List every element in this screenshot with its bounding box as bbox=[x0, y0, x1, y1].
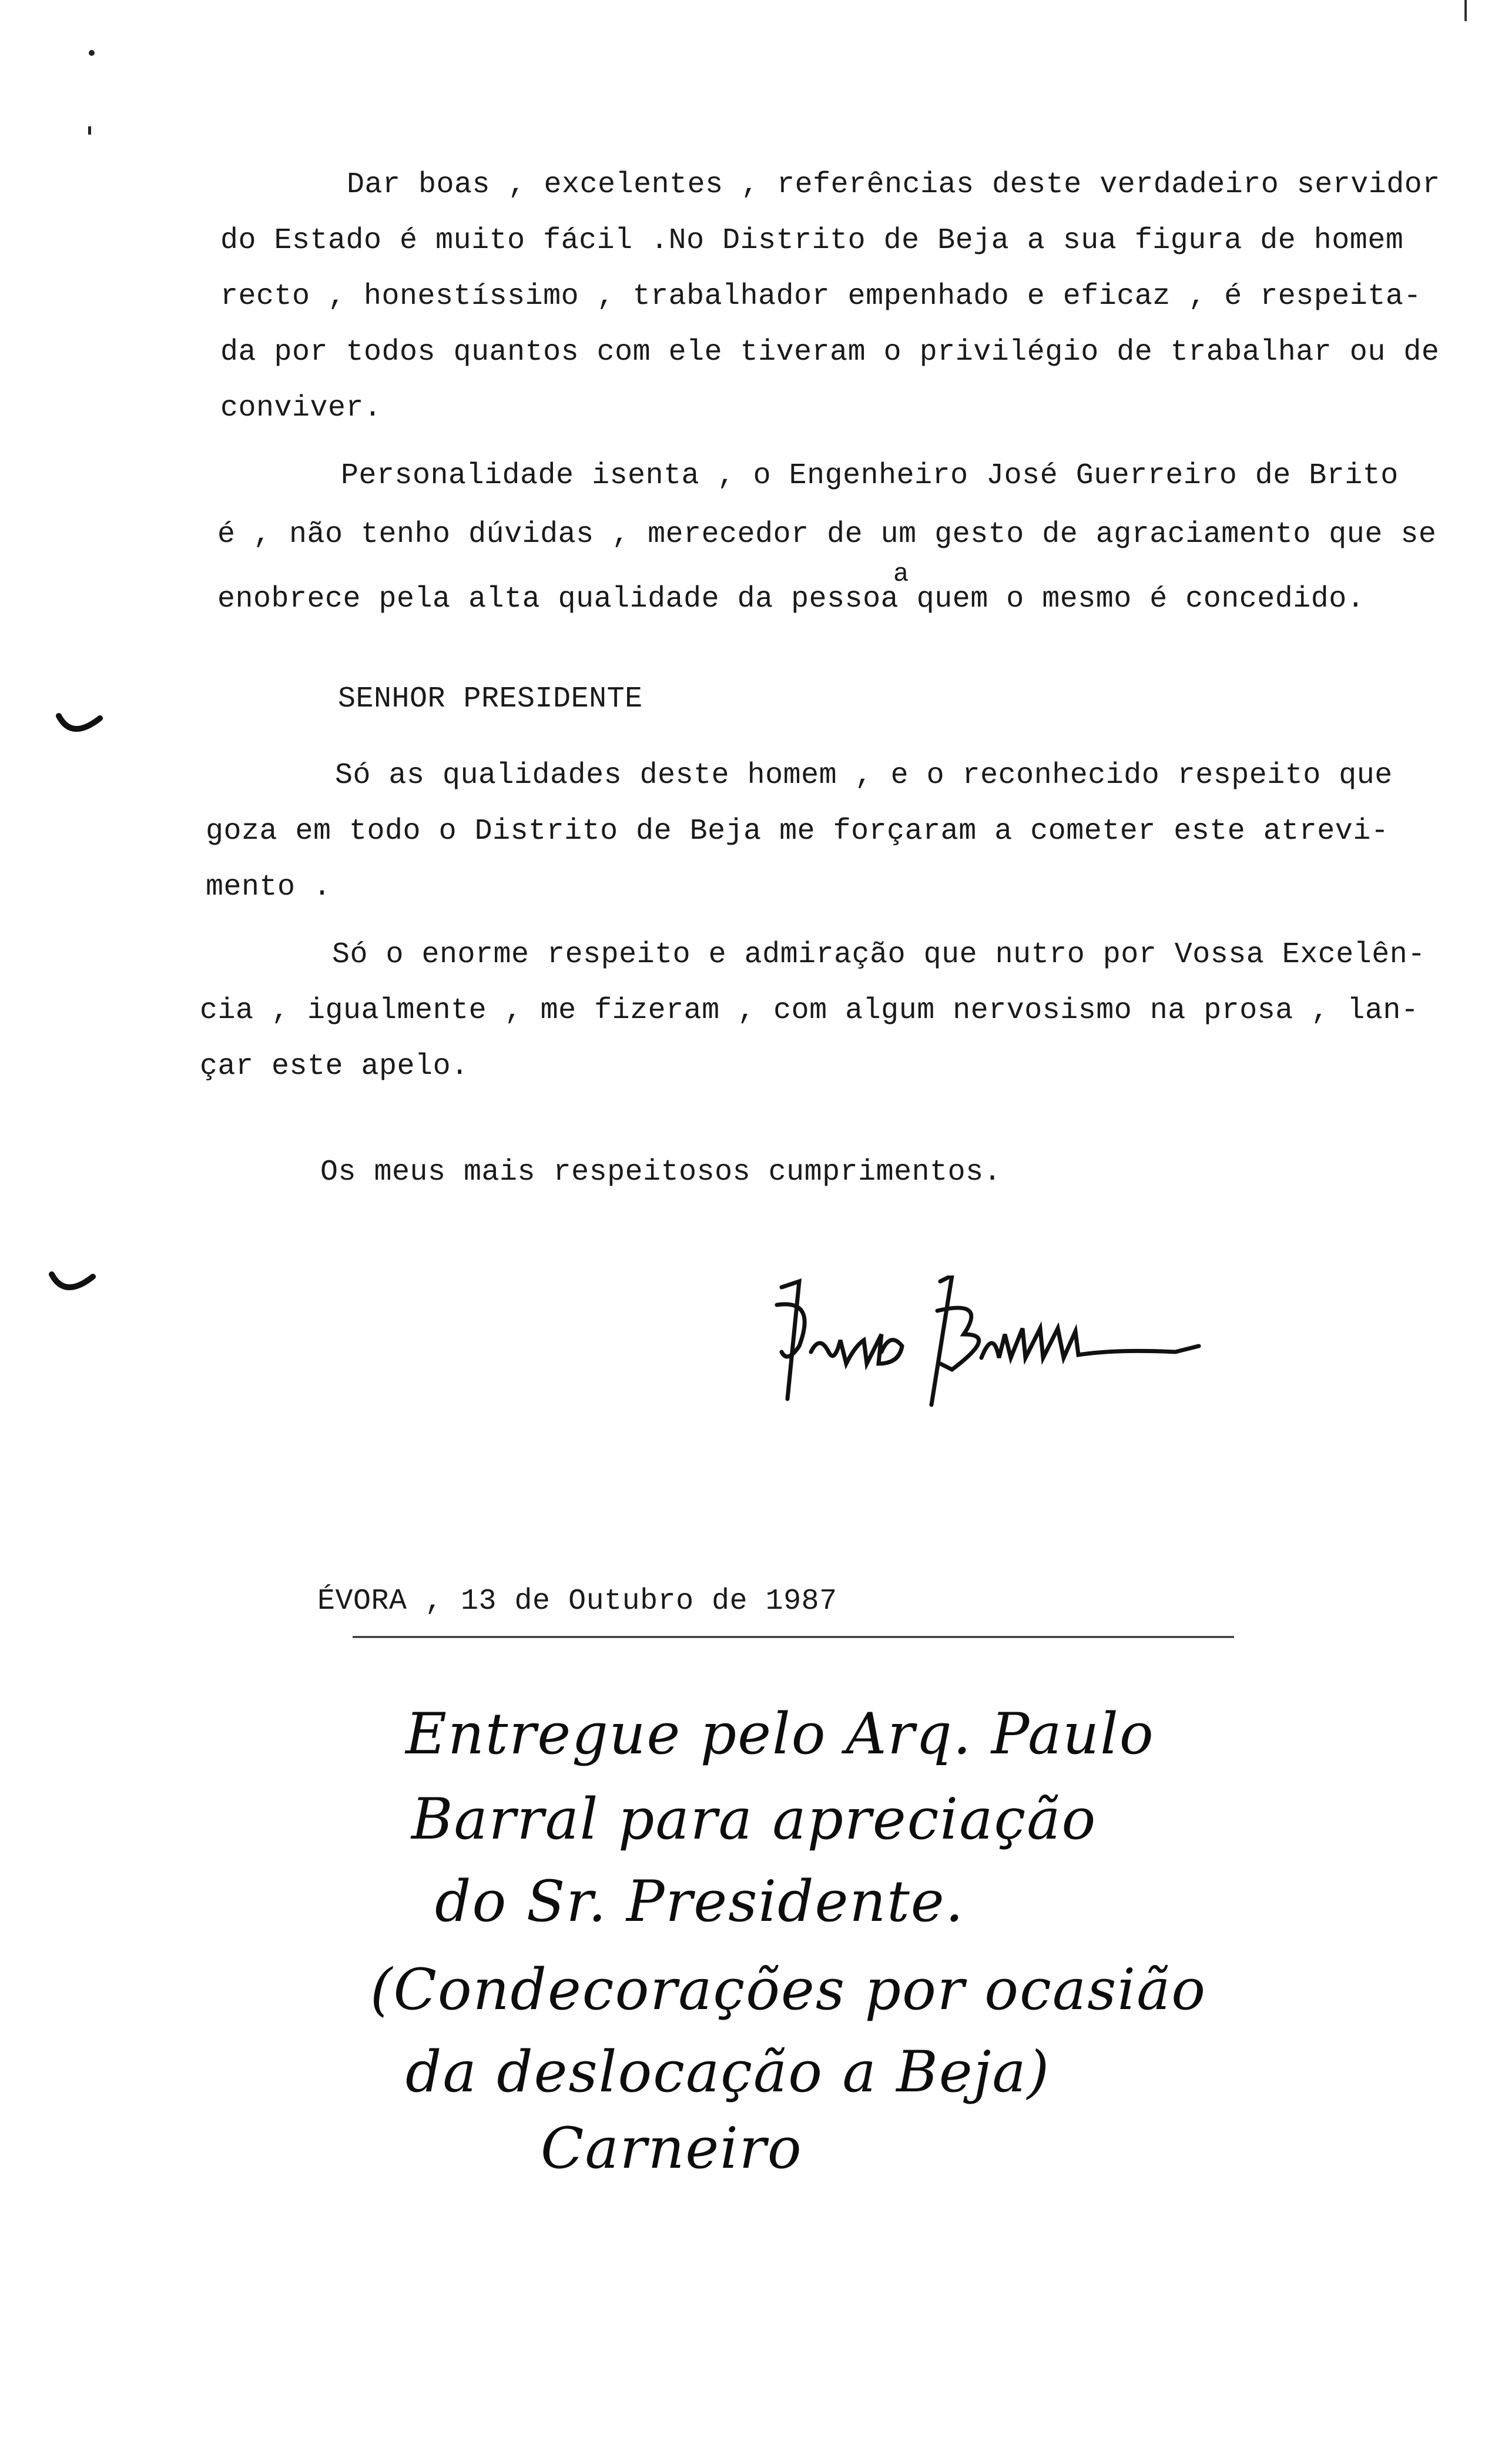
body-text-line: conviver. bbox=[220, 391, 382, 425]
body-text-line: çar este apelo. bbox=[200, 1050, 469, 1083]
body-text-line: mento . bbox=[206, 871, 331, 904]
body-text-line: goza em todo o Distrito de Beja me forçaram a cometer este atrevi- bbox=[206, 815, 1389, 848]
salutation-heading: SENHOR PRESIDENTE bbox=[338, 682, 643, 716]
body-text-line: Personalidade isenta , o Engenheiro José Guerreiro de Brito bbox=[341, 459, 1399, 493]
handwritten-note-line: da deslocação a Beja) bbox=[405, 2039, 1051, 2105]
handwritten-note-line: do Sr. Presidente. bbox=[435, 1869, 965, 1934]
binder-hook-mark bbox=[54, 705, 107, 752]
handwritten-insertion: a bbox=[893, 560, 909, 589]
body-text-line: recto , honestíssimo , trabalhador empenhado e eficaz , é respeita- bbox=[220, 280, 1422, 313]
body-text-line: é , não tenho dúvidas , merecedor de um gesto de agraciamento que se bbox=[217, 518, 1437, 551]
handwritten-note-line: Entregue pelo Arq. Paulo bbox=[405, 1701, 1155, 1767]
body-text-line: do Estado é muito fácil .No Distrito de Beja a sua figura de homem bbox=[220, 224, 1404, 257]
signature bbox=[764, 1275, 1211, 1411]
body-text-line: enobrece pela alta qualidade da pessoa quem o mesmo é concedido. bbox=[217, 582, 1365, 616]
punch-mark bbox=[82, 41, 100, 147]
handwritten-note-line: Barral para apreciação bbox=[411, 1786, 1097, 1852]
body-text-line: Só as qualidades deste homem , e o reconhecido respeito que bbox=[335, 759, 1393, 792]
closing-line: Os meus mais respeitosos cumprimentos. bbox=[320, 1156, 1002, 1189]
body-text-line: Só o enorme respeito e admiração que nutro por Vossa Excelên- bbox=[332, 938, 1426, 972]
body-text-line: cia , igualmente , me fizeram , com algum nervosismo na prosa , lan- bbox=[200, 994, 1419, 1027]
page-edge-mark bbox=[1463, 0, 1495, 24]
place-and-date: ÉVORA , 13 de Outubro de 1987 bbox=[317, 1585, 837, 1618]
body-text-line: da por todos quantos com ele tiveram o privilégio de trabalhar ou de bbox=[220, 336, 1440, 369]
binder-hook-mark bbox=[47, 1264, 100, 1311]
separator-rule bbox=[353, 1634, 1234, 1640]
body-text-line: Dar boas , excelentes , referências deste verdadeiro servidor bbox=[347, 168, 1440, 202]
handwritten-note-line: (Condecorações por ocasião bbox=[370, 1957, 1207, 2023]
handwritten-note-line: Carneiro bbox=[541, 2115, 803, 2181]
